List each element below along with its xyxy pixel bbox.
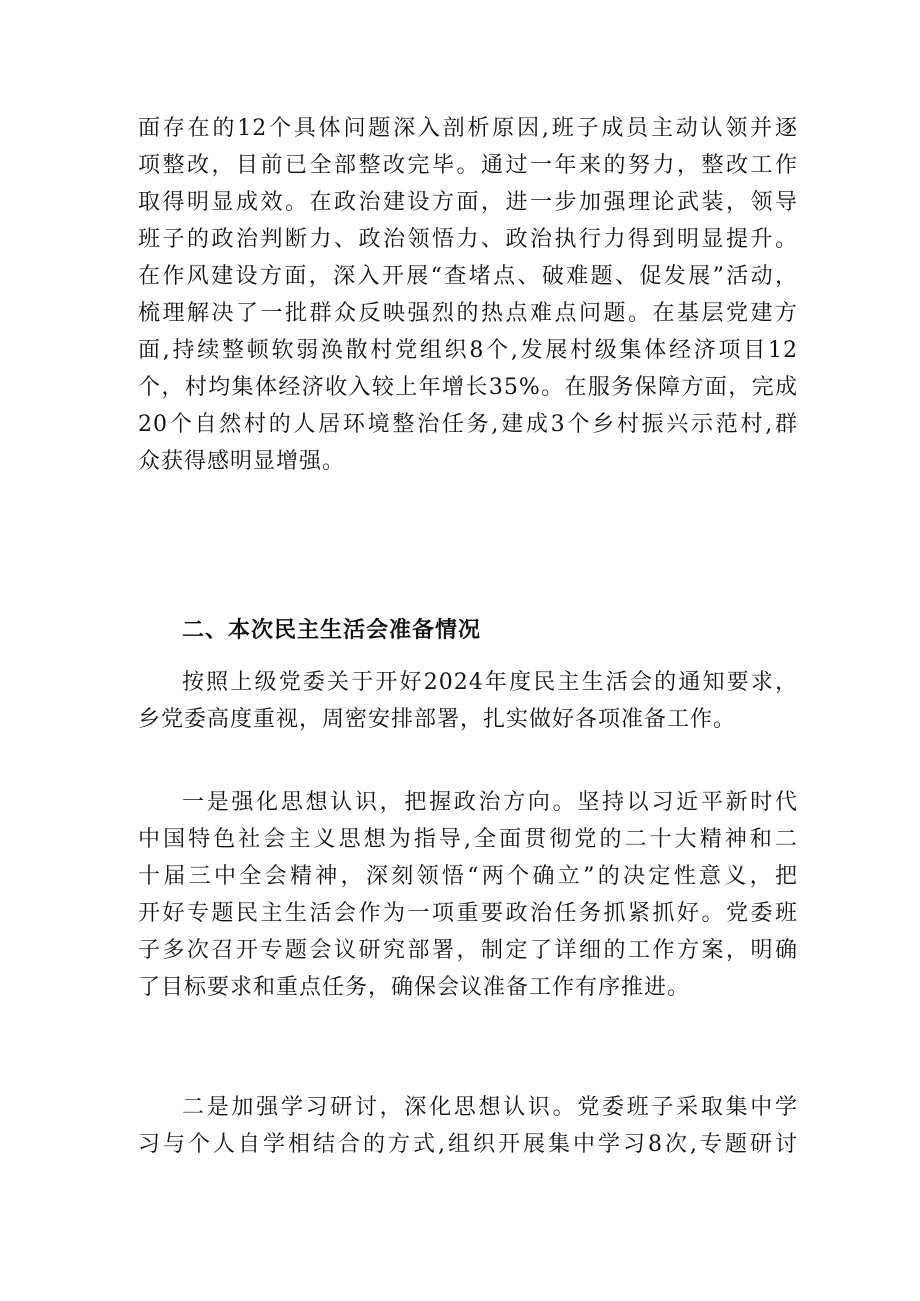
text-line: 面,持续整顿软弱涣散村党组织8个,发展村级集体经济项目12 xyxy=(138,338,798,363)
paragraph-strengthen-awareness xyxy=(138,784,798,1006)
paragraph-rectification-results xyxy=(138,110,798,480)
section-heading-preparation xyxy=(138,612,798,649)
text-line: 个，村均集体经济收入较上年增长35%。在服务保障方面，完成 xyxy=(138,375,798,400)
paragraph-preparation-intro xyxy=(138,664,798,738)
text-line: 项整改，目前已全部整改完毕。通过一年来的努力，整改工作 xyxy=(138,153,798,178)
text-line: 取得明显成效。在政治建设方面，进一步加强理论武装，领导 xyxy=(138,190,798,215)
text-line: 子多次召开专题会议研究部署，制定了详细的工作方案，明确 xyxy=(138,938,798,963)
text-line: 班子的政治判断力、政治领悟力、政治执行力得到明显提升。 xyxy=(138,227,798,252)
heading-text: 二、本次民主生活会准备情况 xyxy=(182,617,482,643)
text-line: 一是强化思想认识，把握政治方向。坚持以习近平新时代 xyxy=(182,790,798,815)
text-line: 20个自然村的人居环境整治任务,建成3个乡村振兴示范村,群 xyxy=(138,412,798,437)
text-line: 面存在的12个具体问题深入剖析原因,班子成员主动认领并逐 xyxy=(138,116,798,141)
paragraph-study-discussion xyxy=(138,1089,798,1163)
text-line: 在作风建设方面，深入开展“查堵点、破难题、促发展”活动， xyxy=(138,264,798,289)
text-line: 乡党委高度重视，周密安排部署，扎实做好各项准备工作。 xyxy=(138,707,737,732)
text-line: 中国特色社会主义思想为指导,全面贯彻党的二十大精神和二 xyxy=(138,827,798,852)
text-line: 了目标要求和重点任务，确保会议准备工作有序推进。 xyxy=(138,975,691,1000)
text-line: 众获得感明显增强。 xyxy=(138,449,346,474)
text-line: 十届三中全会精神，深刻领悟“两个确立”的决定性意义，把 xyxy=(138,864,798,889)
text-line: 习与个人自学相结合的方式,组织开展集中学习8次,专题研讨 xyxy=(138,1132,798,1157)
text-line: 梳理解决了一批群众反映强烈的热点难点问题。在基层党建方 xyxy=(138,301,798,326)
text-line: 开好专题民主生活会作为一项重要政治任务抓紧抓好。党委班 xyxy=(138,901,798,926)
text-line: 按照上级党委关于开好2024年度民主生活会的通知要求， xyxy=(182,670,798,695)
text-line: 二是加强学习研讨，深化思想认识。党委班子采取集中学 xyxy=(182,1095,798,1120)
